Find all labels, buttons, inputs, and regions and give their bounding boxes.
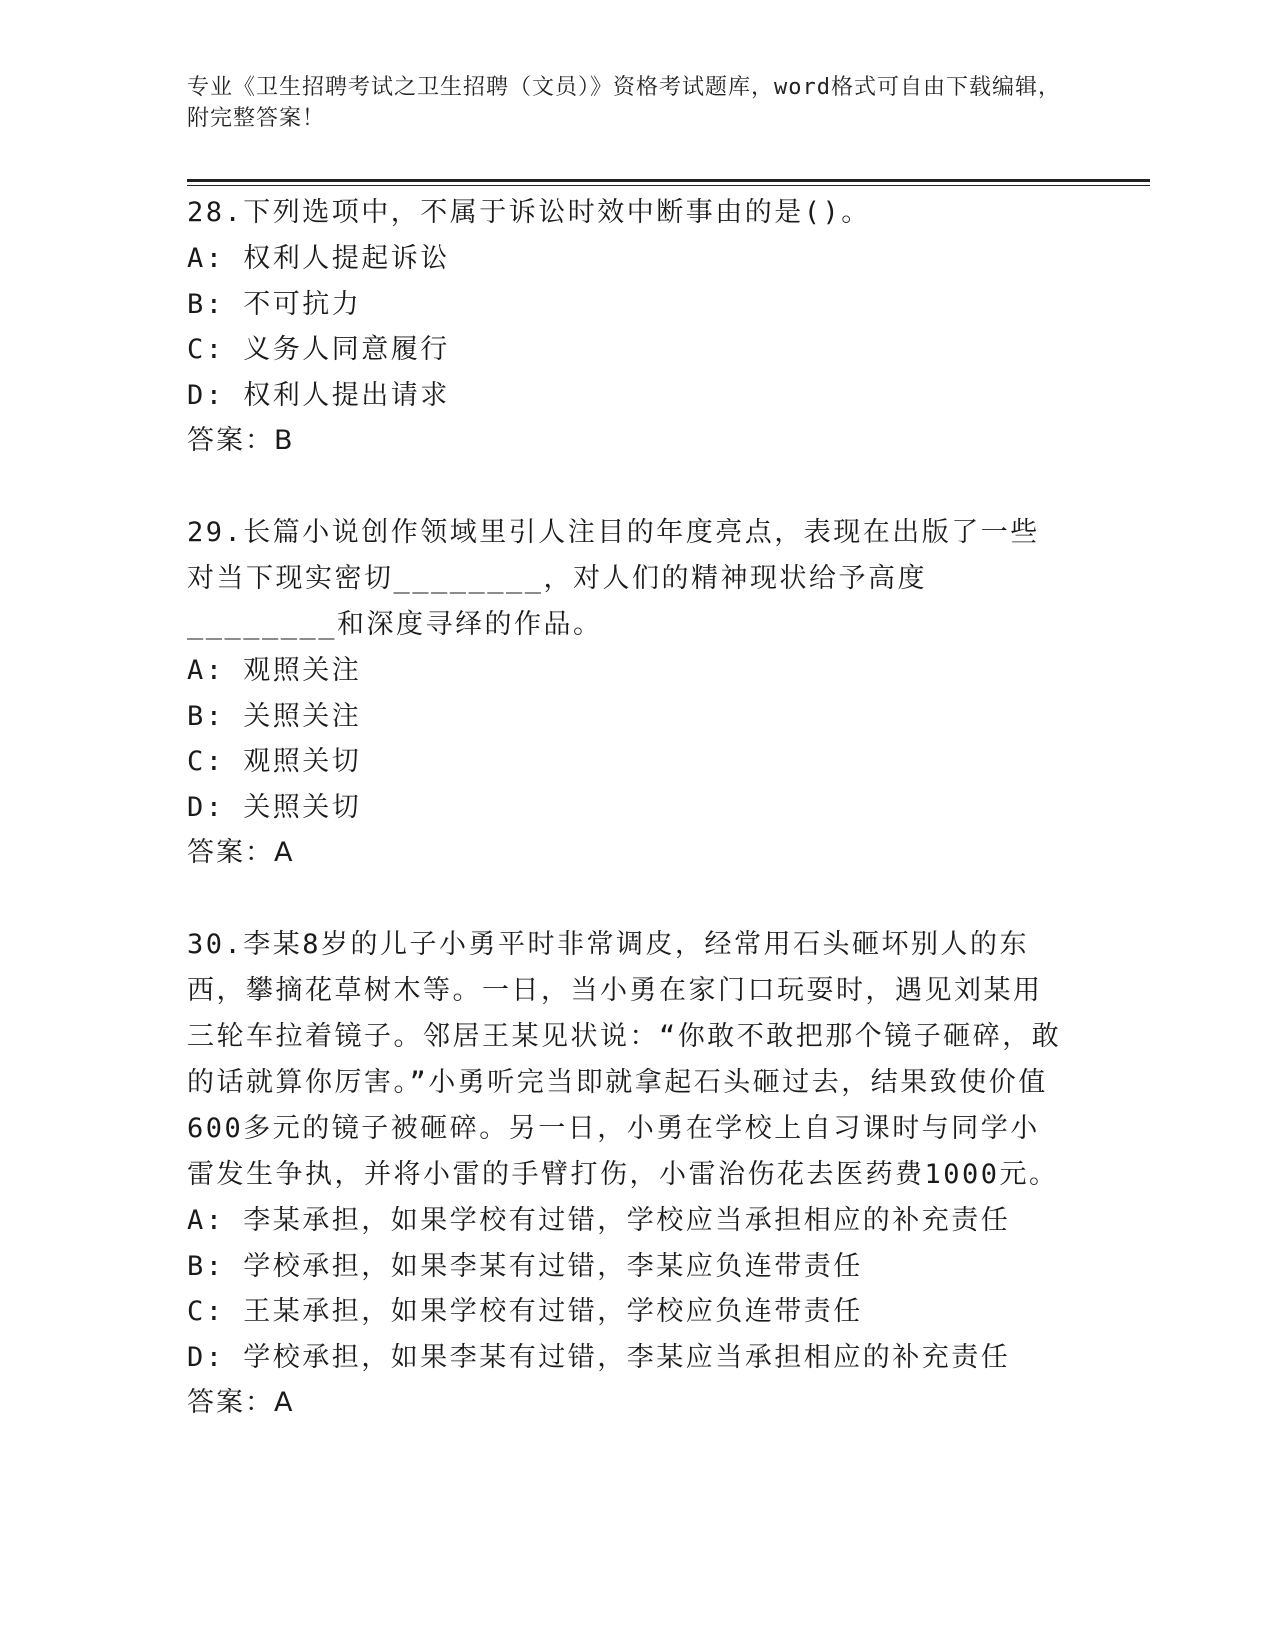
header-note: 专业《卫生招聘考试之卫生招聘（文员）》资格考试题库，word格式可自由下载编辑，附完整答案！: [187, 75, 1061, 131]
option-a: A: 李某承担，如果学校有过错，学校应当承担相应的补充责任: [187, 1205, 1011, 1236]
option-d: D: 权利人提出请求: [187, 379, 450, 411]
header-divider-thin: [187, 185, 1150, 186]
option-a: A: 权利人提起诉讼: [187, 243, 450, 274]
option-c: C: 观照关切: [187, 746, 362, 777]
question-list: [187, 190, 1067, 1426]
header-divider-thick: [187, 179, 1150, 182]
option-b: B: 学校承担，如果李某有过错，李某应负连带责任: [187, 1250, 863, 1282]
option-d: D: 关照关切: [187, 791, 362, 823]
option-c: C: 义务人同意履行: [187, 334, 450, 365]
question-30: [187, 922, 1067, 1426]
answer-line: 答案：B: [187, 425, 295, 456]
question-29: [187, 510, 1067, 876]
question-stem: 29.长篇小说创作领域里引人注目的年度亮点，表现在出版了一些对当下现实密切________，对人们的精神现状给予高度________和深度寻绎的作品。: [187, 517, 1040, 640]
option-b: B: 关照关注: [187, 700, 362, 732]
option-c: C: 王某承担，如果学校有过错，学校应负连带责任: [187, 1296, 863, 1327]
question-stem: 30.李某8岁的儿子小勇平时非常调皮，经常用石头砸坏别人的东西，攀摘花草树木等。一日，当小勇在家门口玩耍时，遇见刘某用三轮车拉着镜子。邻居王某见状说：“你敢不敢把那个镜子砸碎，敢的话就算你厉害。”小勇听完当即就拿起石头砸过去，结果致使价值600多元的镜子被砸碎。另一日，小勇在学校上自习课时与同学小雷发生争执，并将小雷的手臂打伤，小雷治伤花去医药费1000元。: [187, 929, 1062, 1190]
option-b: B: 不可抗力: [187, 288, 362, 320]
answer-line: 答案：A: [187, 837, 295, 868]
question-stem: 28.下列选项中，不属于诉讼时效中断事由的是()。: [187, 197, 871, 228]
option-d: D: 学校承担，如果李某有过错，李某应当承担相应的补充责任: [187, 1341, 1011, 1373]
answer-line: 答案：A: [187, 1387, 295, 1418]
option-a: A: 观照关注: [187, 655, 362, 686]
question-28: [187, 190, 1067, 464]
